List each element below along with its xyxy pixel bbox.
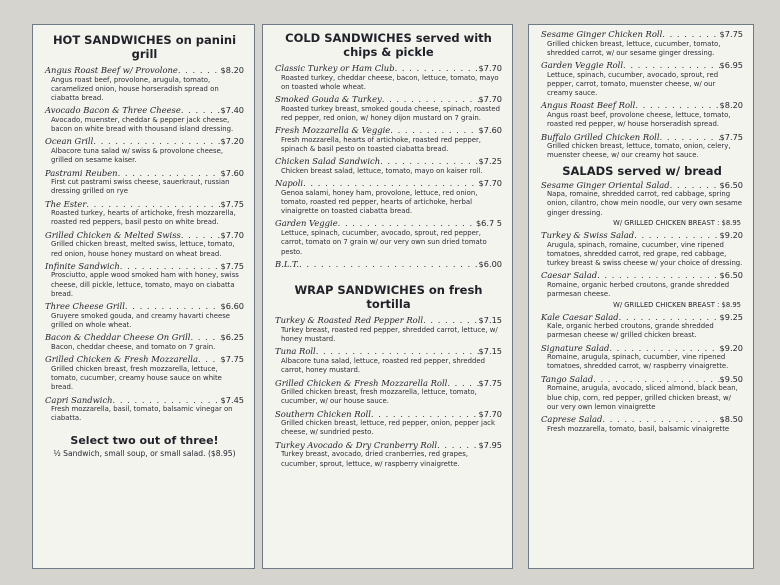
menu-item-price: $8.20 — [719, 100, 743, 111]
menu-item-header — [45, 65, 244, 76]
menu-item-header — [275, 94, 502, 105]
menu-item-name: Classic Turkey or Ham Club — [275, 63, 395, 73]
menu-item-header — [275, 315, 502, 326]
menu-item-name: Grilled Chicken & Fresh Mozzarella — [45, 354, 198, 365]
menu-item-description: Turkey breast, avocado, dried cranberries, red grapes, cucumber, sprout, lettuce, w/ raspberry vinaigrette. — [281, 450, 469, 468]
menu-item-description: Gruyere smoked gouda, and creamy havarti cheese grilled on whole wheat. — [51, 311, 231, 330]
menu-item-price: $7.60 — [478, 125, 502, 136]
dot-leader — [303, 178, 478, 189]
menu-item — [541, 180, 743, 228]
menu-item-description: Avocado, muenster, cheddar & pepper jack cheese, bacon on white bread with thousand island dressing. — [51, 115, 234, 134]
menu-item-header — [541, 60, 743, 71]
menu-item-header — [541, 312, 743, 323]
menu-item-name: Garden Veggie — [275, 218, 338, 229]
menu-item-name: Buffalo Grilled Chicken Roll — [541, 131, 660, 142]
promo-title: Select two out of three! — [70, 433, 219, 447]
menu-item-description: Grilled chicken breast, melted swiss, lettuce, tomato, red onion, house honey mustard on wheat bread. — [51, 240, 235, 258]
menu-item-header — [275, 178, 502, 189]
menu-item-name: Three Cheese Grill — [45, 301, 125, 312]
menu-item — [275, 259, 502, 270]
cold-title-line1: COLD SANDWICHES served with — [285, 31, 492, 45]
menu-item-name: Chicken Salad Sandwich — [275, 156, 381, 167]
menu-item-description: Grilled chicken breast, fresh mozzarella, lettuce, tomato, cucumber, creamy house sauce on white bread. — [51, 364, 222, 392]
menu-item-price: $7.75 — [220, 354, 244, 365]
menu-item — [541, 230, 743, 268]
menu-item — [275, 178, 502, 216]
cold-and-wrap-panel — [262, 24, 513, 569]
menu-item-price: $7.75 — [220, 198, 244, 209]
menu-item — [45, 261, 244, 299]
wrap-sandwich-list — [275, 315, 502, 468]
menu-item-price: $7.75 — [719, 131, 743, 142]
menu-item-header — [275, 218, 502, 229]
dot-leader — [447, 378, 478, 389]
dot-leader — [660, 132, 720, 143]
menu-item-name: Signature Salad — [541, 342, 610, 353]
menu-item-header — [541, 132, 743, 143]
menu-item-price: $7.20 — [220, 136, 244, 147]
menu-item-name: Capri Sandwich — [45, 394, 113, 405]
menu-item-description: Angus roast beef, provolone, arugula, tomato, caramelized onion, house horseradish spread on ciabatta bread. — [51, 75, 219, 103]
menu-item-description: Kale, organic herbed croutons, grande shredded parmesan cheese w/ grilled chicken breast. — [547, 322, 714, 340]
menu-item-description: Roasted turkey breast, smoked gouda cheese, spinach, roasted red pepper, red onion, w/ honey dijon mustard on 7 grain. — [281, 104, 501, 122]
menu-item — [45, 199, 244, 228]
menu-item-header — [275, 346, 502, 357]
menu-item-description: Napa, romaine, shredded carrot, red cabbage, spring onion, cilantro, chow mein noodle, our very own sesame ginger dressing. — [547, 190, 743, 217]
menu-item-name: Grilled Chicken & Fresh Mozzarella Roll — [275, 377, 448, 388]
menu-item-description: Fresh mozzarella, hearts of artichoke, roasted red pepper, spinach & basil pesto on toasted ciabatta bread. — [281, 135, 481, 153]
dot-leader — [93, 136, 220, 147]
menu-item-name: Napoli — [275, 178, 304, 189]
dot-leader — [395, 63, 479, 74]
menu-item-header — [45, 199, 244, 210]
menu-item-header — [45, 354, 244, 365]
hot-sandwich-list — [45, 65, 244, 424]
menu-item — [45, 230, 244, 259]
menu-item-name: Smoked Gouda & Turkey — [275, 94, 382, 105]
menu-item-price: $7.75 — [719, 29, 743, 39]
menu-item-price: $6.50 — [719, 179, 743, 190]
menu-item-description: Romaine, organic herbed croutons, grande shredded parmesan cheese. — [547, 280, 730, 299]
menu-item-price: $7.70 — [220, 229, 244, 240]
menu-item-name: Sesame Ginger Chicken Roll — [541, 29, 663, 39]
menu-item-description: Arugula, spinach, romaine, cucumber, vine ripened tomatoes, shredded carrot, red grape, red cabbage, turkey breast & swiss cheese w/ your choice of dressing. — [547, 240, 743, 268]
menu-item-description: Roasted turkey, cheddar cheese, bacon, lettuce, tomato, mayo on toasted whole wheat. — [281, 73, 499, 91]
dot-leader — [316, 346, 479, 357]
menu-item — [45, 332, 244, 352]
menu-item — [45, 105, 244, 134]
menu-item — [541, 270, 743, 309]
menu-item-description: Romaine, arugula, avocado, sliced almond, black bean, blue chip, corn, red pepper, grilled chicken breast, w/ our very own lemon vinaigrette — [547, 384, 738, 411]
menu-item-name: Angus Roast Beef w/ Provolone — [45, 65, 178, 75]
dot-leader — [181, 230, 221, 241]
dot-leader — [178, 65, 221, 76]
menu-item-name: Garden Veggie Roll — [541, 60, 624, 71]
menu-item-price: $7.45 — [220, 394, 244, 405]
menu-item-header — [541, 343, 743, 354]
menu-item — [45, 65, 244, 103]
menu-item-header — [541, 374, 743, 385]
salad-list — [541, 180, 743, 434]
menu-item — [45, 168, 244, 197]
menu-item-description: Lettuce, spinach, cucumber, avocado, sprout, red pepper, carrot, tomato on 7 grain w/ our very own sun dried tomato pesto. — [281, 228, 487, 256]
menu-item-name: Infinite Sandwich — [45, 260, 120, 271]
menu-item-price: $6.7 5 — [475, 218, 502, 229]
menu-item-price: $7.70 — [478, 94, 502, 105]
menu-item-price: $6.25 — [220, 332, 244, 343]
menu-item-description: Prosciutto, apple wood smoked ham with honey, swiss cheese, dill pickle, lettuce, tomato, mayo on ciabatta bread. — [51, 271, 239, 298]
menu-item-name: Bacon & Cheddar Cheese On Grill — [45, 332, 191, 343]
dot-leader — [593, 374, 719, 385]
wrap-sandwiches-title: WRAP SANDWICHES on fresh tortilla — [294, 283, 483, 312]
menu-item-header — [45, 105, 244, 116]
dot-leader — [120, 261, 221, 272]
menu-item-name: Avocado Bacon & Three Cheese — [45, 105, 181, 116]
menu-item — [541, 343, 743, 372]
menu-item-name: Angus Roast Beef Roll — [541, 100, 636, 111]
menu-item-description: Albacore tuna salad, lettuce, roasted red pepper, shredded carrot, honey mustard. — [281, 356, 485, 375]
menu-item — [45, 136, 244, 165]
dot-leader — [382, 94, 479, 105]
menu-item-description: Grilled chicken breast, lettuce, cucumber, tomato, shredded carrot, w/ our sesame ginger dressing. — [547, 39, 721, 57]
menu-item-price: $7.60 — [220, 167, 244, 178]
dot-leader — [670, 180, 720, 191]
menu-item-price: $7.40 — [220, 105, 244, 116]
dot-leader — [299, 259, 478, 270]
menu-item-price: $6.95 — [719, 60, 743, 71]
menu-item-name: Turkey & Swiss Salad — [541, 230, 635, 241]
menu-item-price: $7.25 — [478, 156, 502, 167]
menu-item-price: $6.00 — [478, 258, 502, 269]
menu-item-name: Fresh Mozzarella & Veggie — [275, 125, 391, 136]
menu-item-description: Angus roast beef, provolone cheese, lettuce, tomato, roasted red pepper, w/ house horseradish spread. — [547, 110, 731, 129]
menu-item-header — [45, 332, 244, 343]
menu-item-price: $7.75 — [220, 260, 244, 271]
dot-leader — [635, 100, 719, 111]
menu-item-header — [45, 301, 244, 312]
menu-item-name: Pastrami Reuben — [45, 167, 118, 178]
menu-item — [275, 440, 502, 469]
dot-leader — [190, 332, 220, 343]
menu-item-price: $9.25 — [719, 311, 743, 322]
menu-item-header — [275, 378, 502, 389]
menu-item-price: $9.50 — [719, 373, 743, 384]
dot-leader — [198, 354, 221, 365]
menu-item — [45, 354, 244, 392]
menu-item-addon: W/ GRILLED CHICKEN BREAST : $8.95 — [613, 219, 741, 228]
menu-item-price: $7.15 — [478, 315, 502, 326]
dot-leader — [634, 230, 719, 241]
menu-item-name: B.L.T. — [275, 258, 300, 269]
menu-item — [275, 378, 502, 407]
menu-item-name: Caprese Salad — [541, 414, 603, 425]
roll-list — [541, 29, 743, 161]
dot-leader — [118, 168, 221, 179]
menu-item-header — [45, 230, 244, 241]
menu-item — [275, 156, 502, 176]
menu-item-name: Turkey Avocado & Dry Cranberry Roll — [275, 439, 438, 450]
hot-sandwiches-title: HOT SANDWICHES on panini grill — [52, 33, 237, 61]
menu-item-header — [275, 409, 502, 420]
menu-item-price: $7.70 — [478, 63, 502, 73]
menu-item-price: $9.20 — [719, 342, 743, 353]
menu-item — [45, 301, 244, 330]
menu-item-price: $7.75 — [478, 377, 502, 388]
dot-leader — [86, 199, 220, 210]
dot-leader — [125, 301, 221, 312]
menu-item — [275, 63, 502, 92]
menu-item — [275, 218, 502, 256]
menu-item-price: $9.20 — [719, 230, 743, 241]
menu-item-description: Grilled chicken breast, lettuce, tomato, onion, celery, muenster cheese, w/ our creamy hot sauce. — [547, 142, 731, 160]
menu-item-name: Ocean Grill — [45, 136, 94, 147]
menu-item-price: $6.60 — [220, 301, 244, 312]
menu-item-description: Albacore tuna salad w/ swiss & provolone cheese, grilled on sesame kaiser. — [51, 146, 224, 165]
menu-item-header — [541, 29, 743, 40]
menu-item-addon: W/ GRILLED CHICKEN BREAST : $8.95 — [613, 300, 741, 309]
menu-item-header — [541, 270, 743, 281]
menu-item-name: Tuna Roll — [275, 346, 316, 357]
menu-item — [541, 374, 743, 412]
menu-item-description: Romaine, arugula, spinach, cucumber, vine ripened tomatoes, shredded carrot, w/ raspberry vinaigrette. — [547, 353, 729, 371]
dot-leader — [380, 156, 478, 167]
menu-item — [541, 100, 743, 129]
menu-item-description: Chicken breast salad, lettuce, tomato, mayo on kaiser roll. — [281, 166, 483, 175]
menu-item — [541, 414, 743, 434]
menu-item — [45, 395, 244, 424]
menu-item-description: Grilled chicken breast, fresh mozzarella, lettuce, tomato, cucumber, w/ our house sauce. — [281, 388, 477, 406]
menu-item — [541, 132, 743, 161]
menu-item-name: Caesar Salad — [541, 270, 598, 281]
hot-sandwiches-panel — [32, 24, 255, 569]
menu-item-description: Fresh mozzarella, basil, tomato, balsamic vinegar on ciabatta. — [51, 405, 233, 423]
dot-leader — [602, 414, 719, 425]
cold-title-line2: chips & pickle — [343, 45, 434, 59]
menu-item-header — [275, 440, 502, 451]
menu-item-header — [275, 259, 502, 270]
menu-item-header — [45, 168, 244, 179]
menu-item-name: Sesame Ginger Oriental Salad — [541, 179, 670, 190]
menu-item-price: $7.70 — [478, 178, 502, 189]
dot-leader — [113, 395, 221, 406]
menu-item — [275, 94, 502, 123]
menu-item-header — [45, 261, 244, 272]
menu-item-price: $6.50 — [719, 270, 743, 281]
dot-leader — [662, 29, 719, 40]
menu-item-description: Turkey breast, roasted red pepper, shredded carrot, lettuce, w/ honey mustard. — [281, 325, 498, 344]
menu-item — [275, 346, 502, 375]
dot-leader — [371, 409, 479, 420]
menu-item-header — [45, 395, 244, 406]
menu-item — [541, 60, 743, 98]
menu-item-name: Turkey & Roasted Red Pepper Roll — [275, 315, 424, 326]
menu-item-description: Lettuce, spinach, cucumber, avocado, sprout, red pepper, carrot, tomato, muenster cheese, w/ our creamy sauce. — [547, 70, 719, 98]
menu-item-header — [275, 63, 502, 74]
menu-item-header — [541, 100, 743, 111]
menu-item — [275, 315, 502, 344]
menu-item-header — [45, 136, 244, 147]
cold-sandwiches-title — [275, 31, 502, 59]
dot-leader — [423, 315, 478, 326]
menu-item-name: Kale Caesar Salad — [541, 311, 619, 322]
menu-item-header — [541, 180, 743, 191]
dot-leader — [338, 218, 476, 229]
menu-item-price: $8.20 — [220, 65, 244, 75]
menu-item — [275, 409, 502, 438]
menu-item-description: Bacon, cheddar cheese, and tomato on 7 grain. — [51, 342, 216, 351]
menu-item — [541, 29, 743, 58]
menu-item-header — [275, 125, 502, 136]
rolls-and-salads-panel — [528, 24, 754, 569]
menu-item-description: Genoa salami, honey ham, provolone, lettuce, red onion, tomato, roasted red pepper, hearts of artichoke, herbal vinaigrette on toasted ciabatta bread. — [281, 188, 478, 216]
menu-item — [275, 125, 502, 154]
menu-item-header — [541, 414, 743, 425]
menu-item-price: $7.95 — [478, 439, 502, 450]
menu-item-header — [275, 156, 502, 167]
menu-item-price: $7.15 — [478, 346, 502, 357]
menu-item-name: The Ester — [45, 198, 87, 209]
dot-leader — [181, 105, 221, 116]
dot-leader — [437, 440, 478, 451]
menu-item-description: Grilled chicken breast, lettuce, red pepper, onion, pepper jack cheese, w/ sundried pesto. — [281, 419, 495, 437]
menu-item-price: $7.70 — [478, 408, 502, 419]
menu-item-header — [541, 230, 743, 241]
dot-leader — [619, 312, 720, 323]
menu-item-name: Grilled Chicken & Melted Swiss — [45, 229, 181, 240]
menu-item-description: First cut pastrami swiss cheese, sauerkraut, russian dressing grilled on rye — [51, 178, 230, 196]
menu-item-name: Tango Salad — [541, 373, 594, 384]
promo-text: ½ Sandwich, small soup, or small salad. ($8.95) — [53, 448, 236, 458]
cold-sandwich-list — [275, 63, 502, 269]
dot-leader — [623, 60, 720, 71]
dot-leader — [597, 270, 719, 281]
menu-item-name: Southern Chicken Roll — [275, 408, 371, 419]
dot-leader — [390, 125, 478, 136]
menu-item-description: Fresh mozzarella, tomato, basil, balsamic vinaigrette — [547, 424, 730, 433]
dot-leader — [609, 343, 719, 354]
menu-item-price: $8.50 — [719, 414, 743, 425]
menu-item — [541, 312, 743, 341]
salads-title: SALADS served w/ bread — [562, 163, 722, 178]
menu-item-description: Roasted turkey, hearts of artichoke, fresh mozzarella, roasted red peppers, basil pesto on white bread. — [51, 209, 236, 227]
